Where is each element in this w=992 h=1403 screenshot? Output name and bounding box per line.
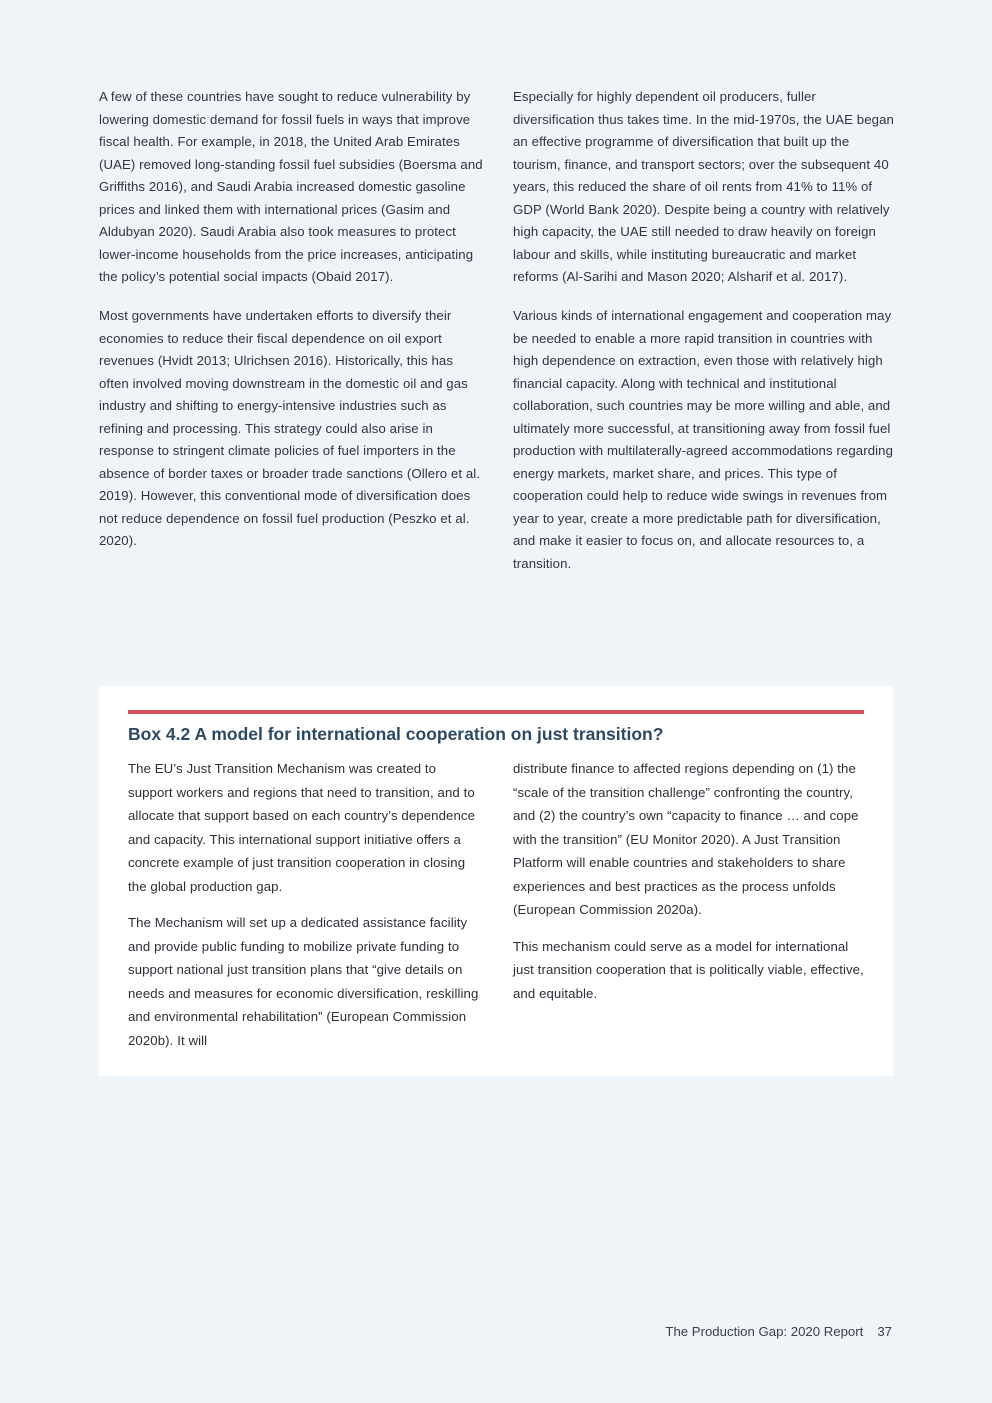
box-paragraph: The EU’s Just Transition Mechanism was created to support workers and regions that need to transition, and to allocate that support based on each country’s dependence and capacity. This international support initiative offers a concrete example of just transition cooperation in closing the global production gap.	[128, 761, 476, 894]
main-column-right	[513, 86, 898, 592]
box-paragraph: The Mechanism will set up a dedicated assistance facility and provide public funding to mobilize private funding to support national just transition plans that “give details on needs and measures for economic diversification, reskilling and environmental rehabilitation” (European Commission 2020b). It will	[128, 915, 479, 1048]
main-column-left	[99, 86, 484, 569]
footer-report-title: The Production Gap: 2020 Report	[665, 1324, 864, 1339]
box-accent-rule	[128, 710, 864, 714]
page-footer	[665, 1324, 892, 1339]
box-paragraph: This mechanism could serve as a model for international just transition cooperation that is politically viable, effective, and equitable.	[513, 938, 864, 1001]
box-paragraph: distribute finance to affected regions depending on (1) the “scale of the transition challenge” confronting the country, and (2) the country’s own “capacity to finance … and cope with the transition” (EU Monitor 2020). A Just Transition Platform will enable countries and stakeholders to share experiences and best practices as the process unfolds (European Commission 2020a).	[513, 761, 859, 917]
body-paragraph: Especially for highly dependent oil producers, fuller diversification thus takes time. In the mid-1970s, the UAE began an effective programme of diversification that built up the tourism, finance, and transport sectors; over the subsequent 40 years, this reduced the share of oil rents from 41% to 11% of GDP (World Bank 2020). Despite being a country with relatively high capacity, the UAE still needed to draw heavily on foreign labour and skills, while instituting bureaucratic and market reforms (Al-Sarihi and Mason 2020; Alsharif et al. 2017).	[513, 89, 894, 284]
info-box	[99, 686, 893, 1076]
box-column-left	[128, 757, 480, 1065]
body-paragraph: A few of these countries have sought to reduce vulnerability by lowering domestic demand for fossil fuels in ways that improve fiscal health. For example, in 2018, the United Arab Emirates (UAE) removed long-standing fossil fuel subsidies (Boersma and Griffiths 2016), and Saudi Arabia increased domestic gasoline prices and linked them with international prices (Gasim and Aldubyan 2020). Saudi Arabia also took measures to protect lower-income households from the price increases, anticipating the policy’s potential social impacts (Obaid 2017).	[99, 89, 483, 284]
page-number: 37	[877, 1324, 892, 1339]
box-column-right	[513, 757, 868, 1018]
box-title: Box 4.2 A model for international cooperation on just transition?	[128, 724, 664, 744]
body-paragraph: Most governments have undertaken efforts to diversify their economies to reduce their fiscal dependence on oil export revenues (Hvidt 2013; Ulrichsen 2016). Historically, this has often involved moving downstream in the domestic oil and gas industry and shifting to energy-intensive industries such as refining and processing. This strategy could also arise in response to stringent climate policies of fuel importers in the absence of border taxes or broader trade sanctions (Ollero et al. 2019). However, this conventional mode of diversification does not reduce dependence on fossil fuel production (Peszko et al. 2020).	[99, 308, 481, 548]
body-paragraph: Various kinds of international engagement and cooperation may be needed to enable a more rapid transition in countries with high dependence on extraction, even those with relatively high financial capacity. Along with technical and institutional collaboration, such countries may be more willing and able, and ultimately more successful, at transitioning away from fossil fuel production with multilaterally-agreed accommodations regarding energy markets, market share, and prices. This type of cooperation could help to reduce wide swings in revenues from year to year, create a more predictable path for diversification, and make it easier to focus on, and allocate resources to, a transition.	[513, 308, 894, 571]
